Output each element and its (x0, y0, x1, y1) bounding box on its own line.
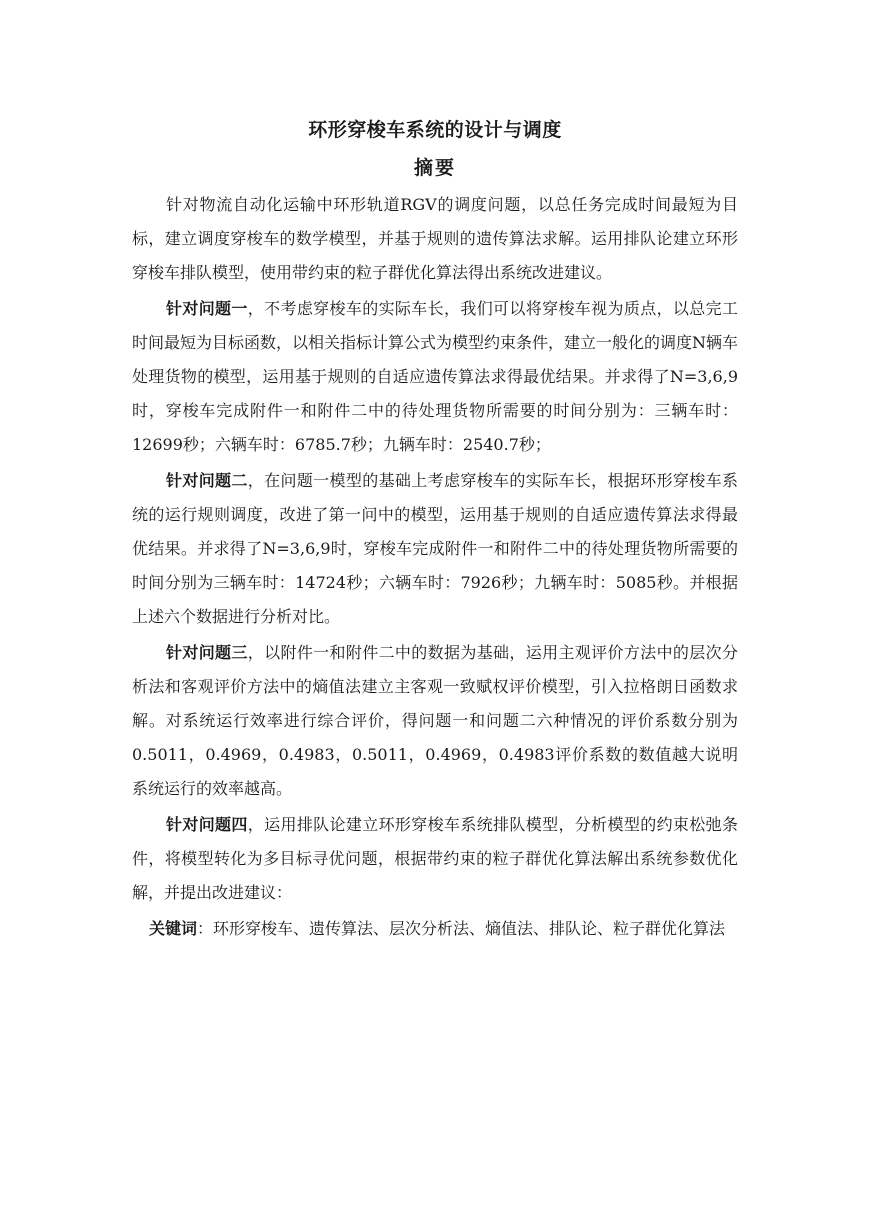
paper-title: 环形穿梭车系统的设计与调度 (308, 119, 562, 141)
abstract-heading: 摘要 (413, 157, 456, 179)
problem-2-lead: 针对问题二 (166, 471, 248, 490)
problem-1-paragraph (132, 292, 738, 462)
problem-3-text: ，以附件一和附件二中的数据为基础，运用主观评价方法中的层次分析法和客观评价方法中的熵值法建立主客观一致赋权评价模型，引入拉格朗日函数求解。对系统运行效率进行综合评价，得问题一和问题二六种情况的评价系数分别为0.5011，0.4969，0.4983，0.5011，0.4969，0.4983评价系数的数值越大说明系统运行的效率越高。 (132, 643, 738, 798)
problem-2-text: ，在问题一模型的基础上考虑穿梭车的实际车长，根据环形穿梭车系统的运行规则调度，改进了第一问中的模型，运用基于规则的自适应遗传算法求得最优结果。并求得了N=3,6,9时，穿梭车完成附件一和附件二中的待处理货物所需要的时间分别为三辆车时：14724秒；六辆车时：7926秒；九辆车时：5085秒。并根据上述六个数据进行分析对比。 (132, 471, 738, 626)
keywords-list: ：环形穿梭车、遗传算法、层次分析法、熵值法、排队论、粒子群优化算法 (197, 919, 726, 938)
problem-1-lead: 针对问题一 (166, 299, 248, 318)
problem-4-lead: 针对问题四 (166, 815, 248, 834)
problem-3-paragraph (132, 636, 738, 806)
paper-page (132, 110, 738, 946)
keywords-label: 关键词 (149, 919, 198, 938)
problem-4-text: ，运用排队论建立环形穿梭车系统排队模型，分析模型的约束松弛条件，将模型转化为多目标寻优问题，根据带约束的粒子群优化算法解出系统参数优化解，并提出改进建议： (132, 815, 738, 902)
problem-4-paragraph (132, 808, 738, 910)
abstract-intro: 针对物流自动化运输中环形轨道RGV的调度问题，以总任务完成时间最短为目标，建立调度穿梭车的数学模型，并基于规则的遗传算法求解。运用排队论建立环形穿梭车排队模型，使用带约束的粒子群优化算法得出系统改进建议。 (132, 195, 738, 282)
problem-2-paragraph (132, 464, 738, 634)
problem-3-lead: 针对问题三 (166, 643, 248, 662)
problem-1-text: ，不考虑穿梭车的实际车长，我们可以将穿梭车视为质点，以总完工时间最短为目标函数，以相关指标计算公式为模型约束条件，建立一般化的调度N辆车处理货物的模型，运用基于规则的自适应遗传算法求得最优结果。并求得了N=3,6,9时，穿梭车完成附件一和附件二中的待处理货物所需要的时间分别为：三辆车时：12699秒；六辆车时：6785.7秒；九辆车时：2540.7秒； (132, 299, 739, 454)
keywords-paragraph (132, 912, 738, 946)
